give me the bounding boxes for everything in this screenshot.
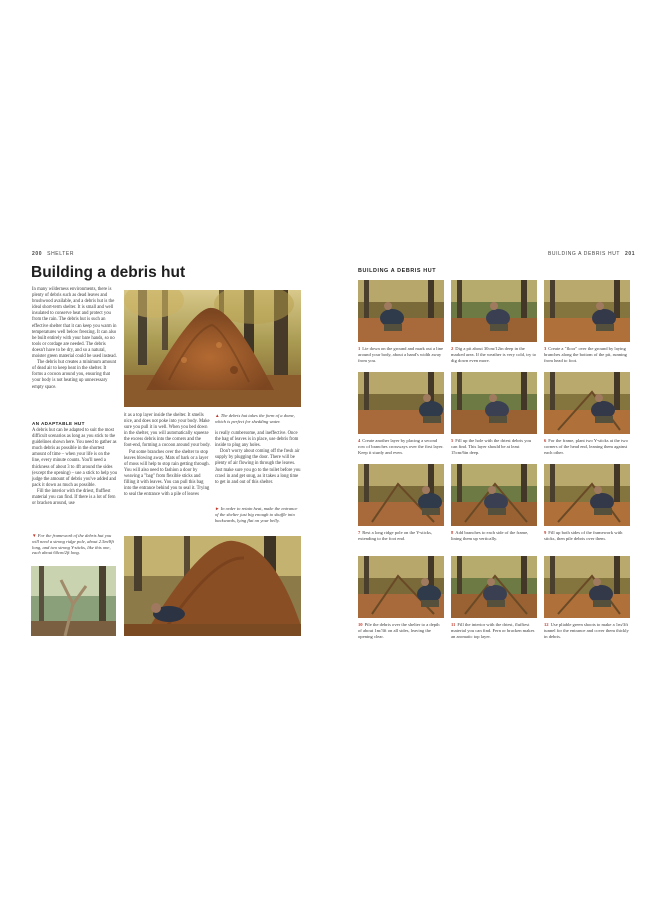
step-8-photo — [451, 464, 537, 526]
caption-entrance-text: In order to retain heat, make the entrance of the shelter just big enough to shuffle into backwards, lying flat on your belly. — [215, 506, 298, 523]
subhead-adaptable-hut: AN ADAPTABLE HUT — [32, 421, 85, 426]
step-5-caption — [451, 438, 537, 455]
col2-paragraph: it as a top layer inside the shelter. It smells nice, and does not poke into your body. Make sure you pull it in well. When you bed down in the shelter, you will automatically squeeze the excess debris into the corners and the foot-end, forming a cocoon around your body. — [124, 413, 211, 449]
triangle-down-icon: ▼ — [32, 533, 37, 538]
step-text: Lie down on the ground and mark out a line around your body, about a hand's width away from you. — [358, 346, 444, 363]
triangle-up-icon: ▲ — [215, 413, 220, 418]
step-number: 3 — [544, 346, 547, 351]
step-6-photo — [544, 372, 630, 434]
step-text: Fill up the hole with the driest debris you can find. This layer should be at least 15cm/6in deep. — [451, 438, 532, 455]
step-text: Create a "floor" over the ground by laying branches along the bottom of the pit, running from head to foot. — [544, 346, 627, 363]
step-11-photo — [451, 556, 537, 618]
step-10-caption — [358, 622, 444, 639]
right-folio: 201 — [624, 251, 636, 257]
intro-text — [32, 287, 118, 391]
step-7-caption — [358, 530, 444, 542]
step-number: 11 — [451, 622, 456, 627]
step-text: Add branches to each side of the frame, lining them up vertically. — [451, 530, 529, 541]
right-running-head — [548, 251, 635, 257]
page-title: Building a debris hut — [31, 264, 186, 281]
left-folio: 200 — [32, 251, 43, 257]
col2-paragraph-2: Put some branches over the shelter to stop leaves blowing away. Mats of bark or a layer of moss will help to stop rain getting through. You will also need to fashion a door by weaving a "bag" from flexible sticks and filling it with leaves. You can pull this bag into the entrance behind you to seal it. Trying to seal the entrance with a pile of leaves — [124, 449, 210, 498]
step-10-photo — [358, 556, 444, 618]
right-running-head-label: BUILDING A DEBRIS HUT — [548, 251, 620, 257]
y-stick-photo — [31, 566, 116, 636]
step-3-caption — [544, 346, 630, 363]
caption-entrance — [215, 506, 301, 523]
step-12-caption — [544, 622, 630, 639]
step-number: 6 — [544, 438, 547, 443]
intro-paragraph-2: The debris hut creates a minimum amount of dead air to keep heat in the shelter. It forms a cocoon around you, ensuring that your body is not heating up unnecessary empty space. — [32, 360, 117, 390]
step-7-photo — [358, 464, 444, 526]
intro-paragraph: In many wilderness environments, there is plenty of debris such as dead leaves and brushwood available, and a debris hut is the ideal short-term shelter. It is small and well insulated to conserve heat and protect you from the rain. The debris hut is such an effective shelter that it can keep you warm in temperatures well below freezing. It can also be built entirely with your bare hands, so no tools or cordage are needed. The debris doesn't have to be dry, and so a natural, moister green material could be used instead. — [32, 287, 117, 360]
man-entering-hut-photo — [124, 536, 301, 636]
step-1-photo — [358, 280, 444, 342]
caption-dome-text: The debris hut takes the form of a dome, which is perfect for shedding water. — [215, 413, 295, 424]
step-text: Rest a long ridge pole on the Y-sticks, extending to the foot end. — [358, 530, 433, 541]
step-number: 1 — [358, 346, 361, 351]
col1-paragraph: A debris hut can be adapted to suit the most difficult scenarios as long as you stick to the guidelines shown here. You need to gather as much debris as possible in the shortest amount of time – when your life is on the line, every minute counts. You'll need a thickness of about 3 to 4ft around the sides (except the opening) – use a stick to help you judge the amount of debris you've added and pack it down as much as possible. — [32, 428, 118, 488]
caption-framework — [32, 533, 118, 556]
step-text: Fill the interior with the driest, fluffiest material you can find. Fern or bracken makes an aromatic top layer. — [451, 622, 535, 639]
column-2-body — [124, 413, 211, 498]
step-11-caption — [451, 622, 537, 639]
step-3-photo — [544, 280, 630, 342]
step-text: Use pliable green shoots to make a 1m/3ft tunnel for the entrance and cover them thickly in debris. — [544, 622, 629, 639]
left-section-label: SHELTER — [47, 251, 75, 257]
col1-paragraph-2: Fill the interior with the driest, fluffiest material you can find. If there is a lot of fern or bracken around, use — [32, 488, 116, 507]
step-text: Pile the debris over the shelter to a depth of about 1m/3ft on all sides, leaving the opening clear. — [358, 622, 440, 639]
col3-paragraph: is really cumbersome, and ineffective. Once the bag of leaves is in place, use debris from inside to plug any holes. — [215, 431, 299, 449]
step-4-photo — [358, 372, 444, 434]
step-6-caption — [544, 438, 630, 455]
step-text: Dig a pit about 30cm/12in deep in the marked area. If the weather is very cold, try to dig down even more. — [451, 346, 537, 363]
debris-hut-photo — [124, 290, 301, 407]
step-5-photo — [451, 372, 537, 434]
caption-dome — [215, 413, 301, 425]
step-text: Create another layer by placing a second row of branches crossways over the first layer. Keep it sturdy and even. — [358, 438, 444, 455]
step-8-caption — [451, 530, 537, 542]
step-text: Fill up both sides of the framework with sticks, then pile debris over them. — [544, 530, 623, 541]
step-number: 9 — [544, 530, 547, 535]
step-number: 8 — [451, 530, 454, 535]
step-9-photo — [544, 464, 630, 526]
step-1-caption — [358, 346, 444, 363]
step-number: 10 — [358, 622, 363, 627]
step-number: 7 — [358, 530, 361, 535]
column-3-body — [215, 431, 301, 486]
column-1-body — [32, 428, 118, 507]
triangle-right-icon: ► — [215, 506, 220, 511]
col3-paragraph-2: Don't worry about coming off the fresh air supply by plugging the door. There will be plenty of air flowing in through the leaves. Just make sure you go to the toilet before you crawl in and get snug, as it takes a long time to get in and out of this shelter. — [215, 449, 301, 485]
step-12-photo — [544, 556, 630, 618]
caption-framework-text: For the framework of the debris hut you will need a strong ridge pole, about 2.5m/8ft long, and two strong Y-sticks, like this one, each about 60cm/2ft long. — [32, 533, 114, 556]
left-running-head — [32, 251, 74, 257]
step-text: For the frame, plant two Y-sticks at the two corners of the head end, leaning them against each other. — [544, 438, 628, 455]
step-2-caption — [451, 346, 537, 363]
step-number: 5 — [451, 438, 454, 443]
step-9-caption — [544, 530, 630, 542]
step-2-photo — [451, 280, 537, 342]
steps-section-heading: BUILDING A DEBRIS HUT — [358, 268, 437, 274]
step-4-caption — [358, 438, 444, 455]
step-number: 2 — [451, 346, 454, 351]
step-number: 4 — [358, 438, 361, 443]
step-number: 12 — [544, 622, 549, 627]
